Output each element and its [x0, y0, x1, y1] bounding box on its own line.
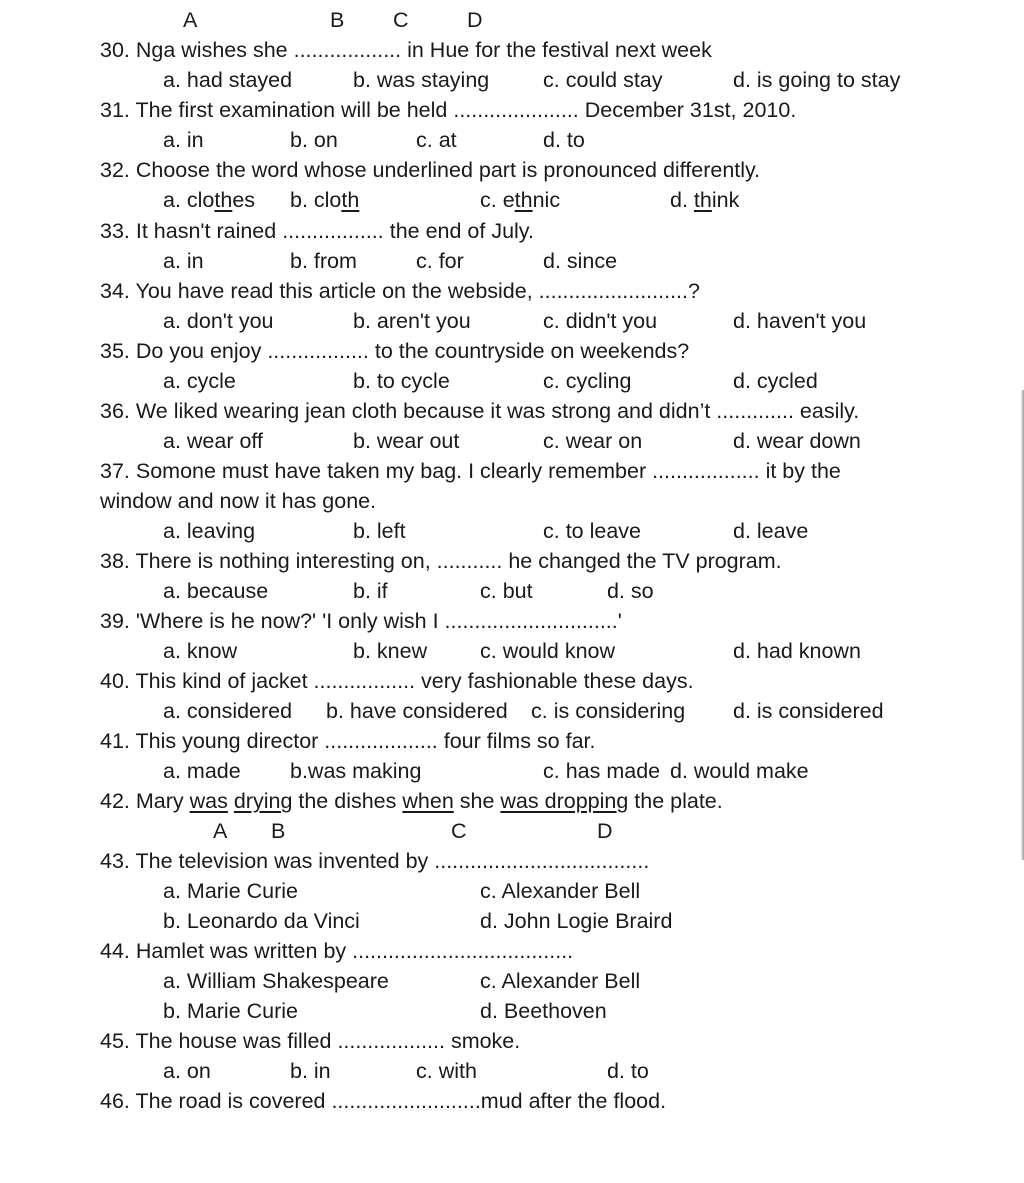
question-42-start: 42. Mary: [100, 789, 190, 813]
option-c: c. for: [416, 249, 464, 273]
option-b: b. Leonardo da Vinci: [163, 909, 360, 933]
underlined-part-d: was dropping: [500, 789, 629, 813]
option-b: b. left: [353, 519, 406, 543]
question-41: 41. This young director ................... four films so far.: [100, 729, 596, 753]
option-c: c. wear on: [543, 429, 643, 453]
question-44: 44. Hamlet was written by .....................................: [100, 939, 574, 963]
option-d: d. to: [543, 128, 585, 152]
letter-c: C: [393, 8, 409, 32]
letter-c: C: [451, 819, 467, 843]
option-a: a. don't you: [163, 309, 274, 333]
question-36: 36. We liked wearing jean cloth because it was strong and didn’t ............. easily.: [100, 399, 860, 423]
option-d: d. so: [607, 579, 654, 603]
option-c: c. with: [416, 1059, 477, 1083]
option-d: d. to: [607, 1059, 649, 1083]
option-b: b. have considered: [326, 699, 508, 723]
option-a: a. made: [163, 759, 241, 783]
option-a: a. Marie Curie: [163, 879, 299, 903]
question-37: 37. Somone must have taken my bag. I clearly remember .................. it by the: [100, 459, 841, 483]
option-b: b.was making: [290, 759, 422, 783]
option-d: d. John Logie Braird: [480, 909, 673, 933]
option-a: a. on: [163, 1059, 211, 1083]
option-b: b. aren't you: [353, 309, 471, 333]
option-b: b. on: [290, 128, 338, 152]
option-d: d. is considered: [733, 699, 884, 723]
option-d: d. wear down: [733, 429, 861, 453]
underlined-part: th: [514, 188, 533, 212]
option-b: [290, 185, 359, 215]
option-c: c. could stay: [543, 68, 663, 92]
question-45: 45. The house was filled .................. smoke.: [100, 1029, 521, 1053]
letter-a: A: [183, 8, 198, 32]
option-d-text: d.: [670, 188, 694, 212]
option-a: a. wear off: [163, 429, 263, 453]
option-b: b. was staying: [353, 68, 490, 92]
letter-a: A: [213, 819, 228, 843]
option-b: b. from: [290, 249, 357, 273]
underlined-part: th: [341, 188, 360, 212]
option-d: d. haven't you: [733, 309, 867, 333]
option-c-suffix: nic: [532, 188, 561, 212]
option-d: d. had known: [733, 639, 861, 663]
option-c: c. is considering: [531, 699, 686, 723]
option-d: d. is going to stay: [733, 68, 901, 92]
question-37-continued: window and now it has gone.: [100, 489, 377, 513]
question-38: 38. There is nothing interesting on, ........... he changed the TV program.: [100, 549, 782, 573]
letter-b: B: [271, 819, 286, 843]
option-a: a. because: [163, 579, 269, 603]
option-a: a. in: [163, 249, 204, 273]
option-a-text: a. clo: [163, 188, 215, 212]
question-35: 35. Do you enjoy ................. to the countryside on weekends?: [100, 339, 690, 363]
question-42-mid-2: she: [453, 789, 501, 813]
underlined-part-b: drying: [233, 789, 293, 813]
option-b: b. knew: [353, 639, 428, 663]
option-a: a. William Shakespeare: [163, 969, 389, 993]
option-c: c. would know: [480, 639, 616, 663]
option-a: a. considered: [163, 699, 293, 723]
underlined-part-c: when: [402, 789, 454, 813]
option-b: b. to cycle: [353, 369, 450, 393]
option-d: d. would make: [670, 759, 809, 783]
question-46: 46. The road is covered .........................mud after the flood.: [100, 1089, 667, 1113]
option-c: c. has made: [543, 759, 661, 783]
underlined-part: th: [693, 188, 712, 212]
letter-b: B: [330, 8, 345, 32]
option-c: c. Alexander Bell: [480, 969, 641, 993]
question-34: 34. You have read this article on the webside, .........................?: [100, 279, 700, 303]
option-c: c. to leave: [543, 519, 641, 543]
underlined-part: th: [214, 188, 233, 212]
option-a: a. leaving: [163, 519, 256, 543]
option-c: c. cycling: [543, 369, 632, 393]
option-d: d. since: [543, 249, 618, 273]
underlined-part-a: was: [189, 789, 228, 813]
question-40: 40. This kind of jacket ................. very fashionable these days.: [100, 669, 694, 693]
option-d-suffix: ink: [711, 188, 740, 212]
option-c: c. Alexander Bell: [480, 879, 641, 903]
option-c-text: c. e: [480, 188, 515, 212]
question-42: [100, 786, 723, 816]
option-c: [480, 185, 560, 215]
option-c: c. but: [480, 579, 533, 603]
option-a: a. know: [163, 639, 238, 663]
option-a: a. had stayed: [163, 68, 293, 92]
option-d: d. cycled: [733, 369, 818, 393]
option-b: b. if: [353, 579, 388, 603]
option-a: [163, 185, 255, 215]
letter-d: D: [467, 8, 483, 32]
question-39: 39. 'Where is he now?' 'I only wish I .............................': [100, 609, 622, 633]
option-a: a. in: [163, 128, 204, 152]
option-b: b. wear out: [353, 429, 460, 453]
option-b: b. in: [290, 1059, 331, 1083]
option-c: c. at: [416, 128, 457, 152]
option-d: d. Beethoven: [480, 999, 607, 1023]
option-b-text: b. clo: [290, 188, 342, 212]
option-a: a. cycle: [163, 369, 236, 393]
option-d: [670, 185, 739, 215]
question-30: 30. Nga wishes she .................. in Hue for the festival next week: [100, 38, 712, 62]
question-33: 33. It hasn't rained ................. the end of July.: [100, 219, 534, 243]
option-d: d. leave: [733, 519, 809, 543]
option-c: c. didn't you: [543, 309, 658, 333]
letter-d: D: [597, 819, 613, 843]
question-32: 32. Choose the word whose underlined part is pronounced differently.: [100, 158, 761, 182]
option-b: b. Marie Curie: [163, 999, 299, 1023]
option-a-suffix: es: [232, 188, 256, 212]
question-42-mid: the dishes: [292, 789, 403, 813]
question-43: 43. The television was invented by ....................................: [100, 849, 650, 873]
question-42-end: the plate.: [628, 789, 723, 813]
question-31: 31. The first examination will be held ..................... December 31st, 2010.: [100, 98, 797, 122]
